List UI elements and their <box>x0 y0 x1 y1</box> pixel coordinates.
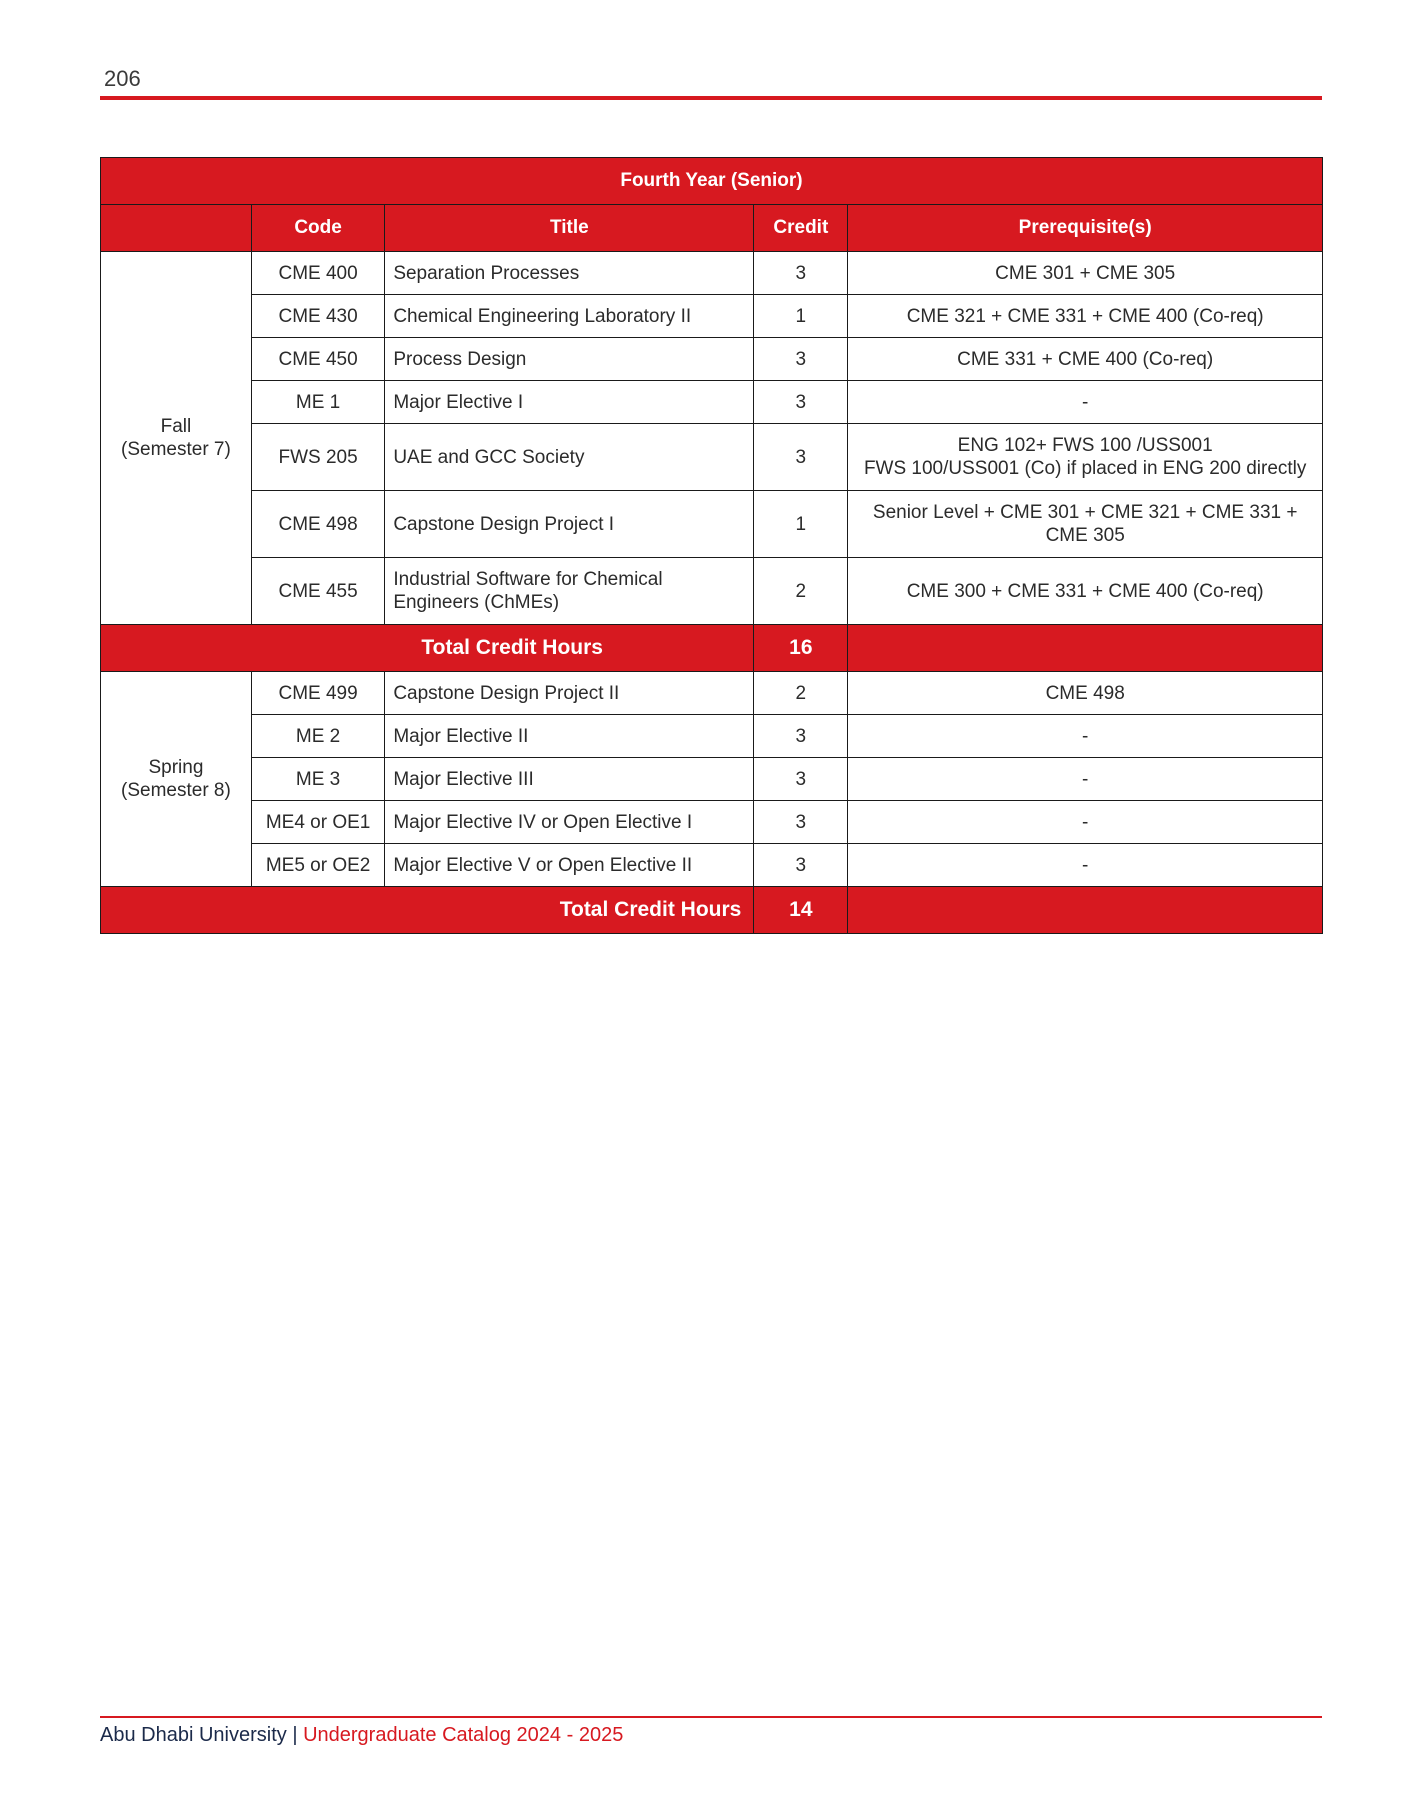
year-title: Fourth Year (Senior) <box>101 158 1323 205</box>
course-prereq: CME 321 + CME 331 + CME 400 (Co-req) <box>848 295 1323 338</box>
fall-semester-cell <box>101 252 252 625</box>
course-prereq: - <box>848 844 1323 887</box>
table-row <box>101 558 1323 625</box>
course-credit: 3 <box>754 715 848 758</box>
spring-total-row <box>101 887 1323 934</box>
table-row <box>101 491 1323 558</box>
table-row <box>101 801 1323 844</box>
total-credit-label: Total Credit Hours <box>101 625 754 672</box>
course-code: FWS 205 <box>251 424 384 491</box>
code-header: Code <box>251 205 384 252</box>
course-code: CME 499 <box>251 672 384 715</box>
course-title: Major Elective II <box>385 715 754 758</box>
total-blank <box>848 625 1323 672</box>
course-title: Chemical Engineering Laboratory II <box>385 295 754 338</box>
course-title: Capstone Design Project I <box>385 491 754 558</box>
total-credit-value: 16 <box>754 625 848 672</box>
course-prereq: - <box>848 715 1323 758</box>
course-code: ME4 or OE1 <box>251 801 384 844</box>
course-credit: 3 <box>754 424 848 491</box>
prereq-header: Prerequisite(s) <box>848 205 1323 252</box>
course-title: Major Elective V or Open Elective II <box>385 844 754 887</box>
course-title: Process Design <box>385 338 754 381</box>
course-credit: 2 <box>754 672 848 715</box>
course-code: CME 450 <box>251 338 384 381</box>
course-code: CME 400 <box>251 252 384 295</box>
course-credit: 3 <box>754 338 848 381</box>
prereq-line: Senior Level + CME 301 + CME 321 + CME 331 + <box>872 502 1298 523</box>
course-title: Capstone Design Project II <box>385 672 754 715</box>
course-prereq: - <box>848 801 1323 844</box>
fall-semester-label: (Semester 7) <box>121 439 231 460</box>
course-title: Major Elective IV or Open Elective I <box>385 801 754 844</box>
course-code: ME 1 <box>251 381 384 424</box>
course-credit: 3 <box>754 844 848 887</box>
footer-catalog: Undergraduate Catalog 2024 - 2025 <box>303 1724 624 1746</box>
table-row <box>101 672 1323 715</box>
course-code: CME 455 <box>251 558 384 625</box>
header-rule <box>100 96 1322 100</box>
page-number: 206 <box>104 66 141 91</box>
course-credit: 1 <box>754 295 848 338</box>
prereq-line: ENG 102+ FWS 100 /USS001 <box>957 435 1213 456</box>
course-code: CME 498 <box>251 491 384 558</box>
course-title: UAE and GCC Society <box>385 424 754 491</box>
total-credit-label: Total Credit Hours <box>101 887 754 934</box>
table-row <box>101 844 1323 887</box>
title-line: Engineers (ChMEs) <box>393 592 560 613</box>
course-prereq: CME 498 <box>848 672 1323 715</box>
spring-semester-label: (Semester 8) <box>121 780 231 801</box>
course-credit: 3 <box>754 801 848 844</box>
spring-term-label: Spring <box>148 757 204 778</box>
footer-rule <box>100 1716 1322 1718</box>
course-code: ME5 or OE2 <box>251 844 384 887</box>
credit-header: Credit <box>754 205 848 252</box>
course-credit: 3 <box>754 252 848 295</box>
course-credit: 2 <box>754 558 848 625</box>
table-row <box>101 295 1323 338</box>
course-title: Major Elective III <box>385 758 754 801</box>
year-header-row <box>101 158 1323 205</box>
table-row <box>101 381 1323 424</box>
course-credit: 3 <box>754 758 848 801</box>
course-prereq <box>848 491 1323 558</box>
table-row <box>101 715 1323 758</box>
prereq-line: FWS 100/USS001 (Co) if placed in ENG 200 directly <box>863 458 1307 479</box>
course-code: ME 2 <box>251 715 384 758</box>
course-credit: 3 <box>754 381 848 424</box>
footer-university: Abu Dhabi University <box>100 1724 287 1746</box>
course-prereq: CME 300 + CME 331 + CME 400 (Co-req) <box>848 558 1323 625</box>
course-prereq: - <box>848 381 1323 424</box>
table-row <box>101 424 1323 491</box>
title-line: Industrial Software for Chemical <box>393 569 663 590</box>
course-code: CME 430 <box>251 295 384 338</box>
table-row <box>101 252 1323 295</box>
course-prereq: - <box>848 758 1323 801</box>
table-row <box>101 338 1323 381</box>
course-code: ME 3 <box>251 758 384 801</box>
fall-total-row <box>101 625 1323 672</box>
course-prereq <box>848 424 1323 491</box>
table-row <box>101 758 1323 801</box>
course-prereq: CME 301 + CME 305 <box>848 252 1323 295</box>
spring-semester-cell <box>101 672 252 887</box>
course-title: Separation Processes <box>385 252 754 295</box>
course-prereq: CME 331 + CME 400 (Co-req) <box>848 338 1323 381</box>
footer <box>100 1724 623 1747</box>
prereq-line: CME 305 <box>1045 525 1125 546</box>
total-credit-value: 14 <box>754 887 848 934</box>
fall-term-label: Fall <box>160 416 192 437</box>
course-title: Major Elective I <box>385 381 754 424</box>
column-header-row <box>101 205 1323 252</box>
curriculum-table <box>100 157 1323 934</box>
course-credit: 1 <box>754 491 848 558</box>
semester-header-blank <box>101 205 252 252</box>
title-header: Title <box>385 205 754 252</box>
course-title <box>385 558 754 625</box>
total-blank <box>848 887 1323 934</box>
footer-separator: | <box>292 1724 298 1746</box>
